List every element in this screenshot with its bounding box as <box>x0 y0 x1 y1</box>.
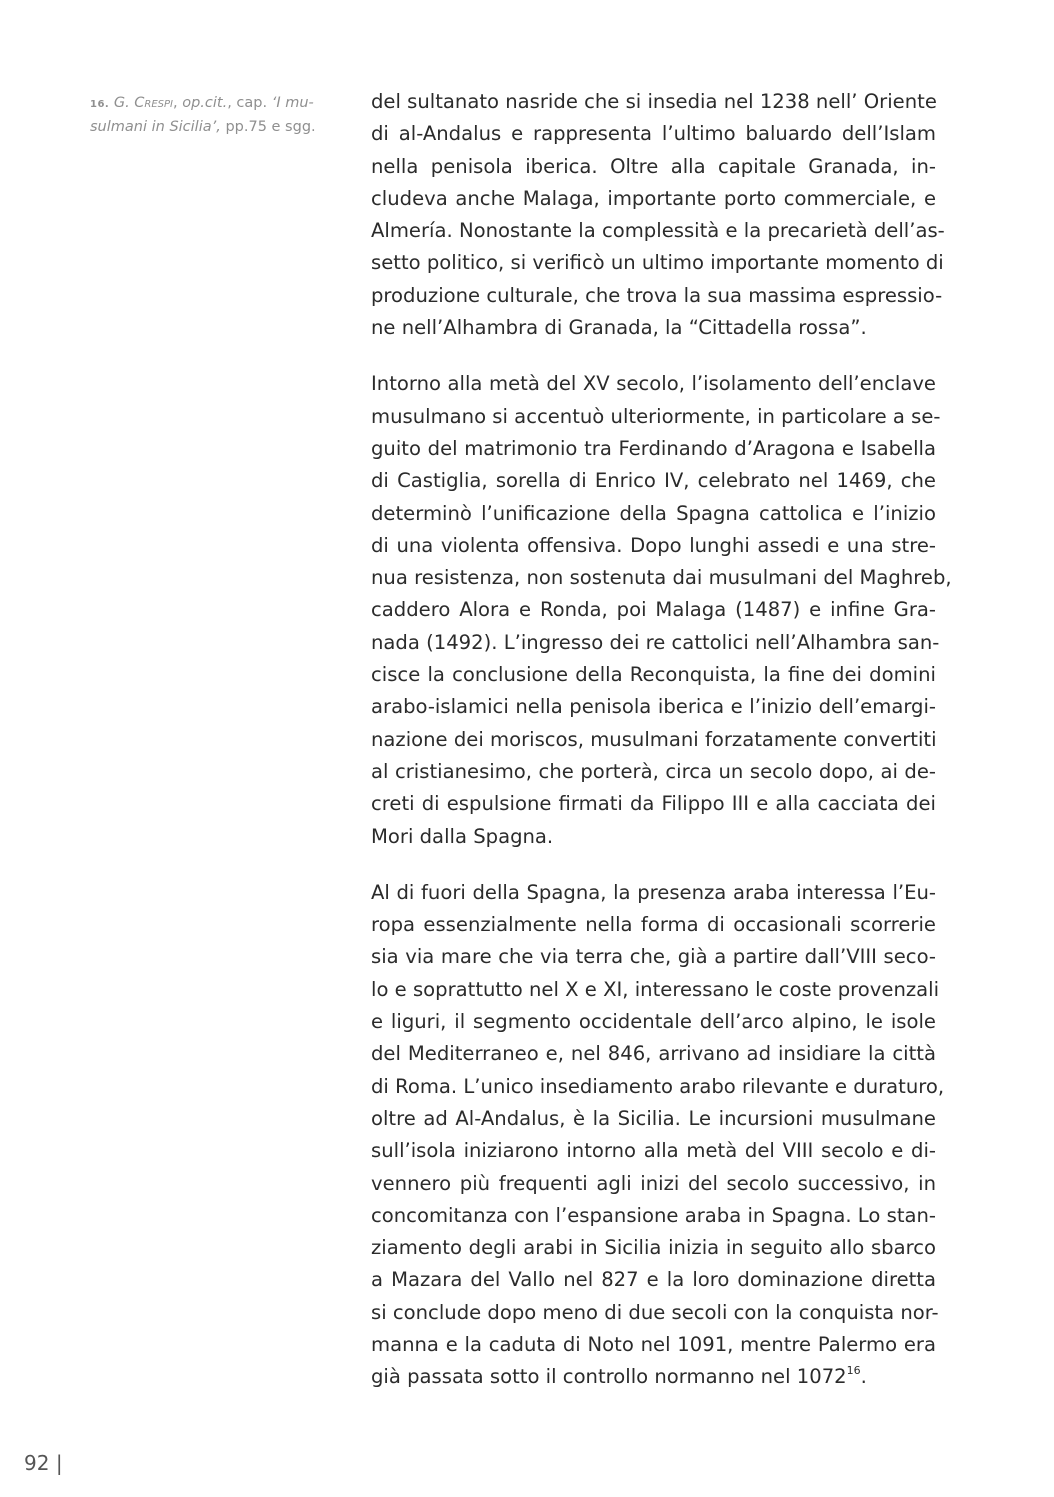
text-line: Mori dalla Spagna. <box>371 824 554 848</box>
footnote-chapter-prefix: , cap. <box>227 95 272 111</box>
text-line: concomitanza con l’espansione araba in Spagna. Lo stan- <box>371 1203 936 1227</box>
text-line: ropa essenzialmente nella forma di occasionali scorrerie <box>371 913 936 937</box>
text-line: si conclude dopo meno di due secoli con la conquista nor- <box>371 1300 939 1324</box>
sidenote <box>90 92 345 138</box>
text-line: setto politico, si verificò un ultimo importante momento di <box>371 251 944 275</box>
page-folio <box>24 1451 63 1475</box>
text-line: cludeva anche Malaga, importante porto commerciale, e <box>371 186 936 210</box>
text-line: determinò l’unificazione della Spagna cattolica e l’inizio <box>371 501 936 525</box>
text-line: di al-Andalus e rappresenta l’ultimo baluardo dell’Islam <box>371 122 936 146</box>
text-line: produzione culturale, che trova la sua massima espressio- <box>371 283 943 307</box>
text-line: cisce la conclusione della Reconquista, la fine dei domini <box>371 663 936 687</box>
text-line: caddero Alora e Ronda, poi Malaga (1487) e infine Gra- <box>371 598 936 622</box>
text-line: nazione dei moriscos, musulmani forzatamente convertiti <box>371 727 937 751</box>
text-line: di una violenta offensiva. Dopo lunghi assedi e una stre- <box>371 533 936 557</box>
text-line: lo e soprattutto nel X e XI, interessano le coste provenzali <box>371 977 940 1001</box>
text-line: oltre ad Al-Andalus, è la Sicilia. Le incursioni musulmane <box>371 1106 936 1130</box>
paragraph-1 <box>371 86 945 344</box>
text-line: a Mazara del Vallo nel 827 e la loro dominazione diretta <box>371 1268 936 1292</box>
text-line: manna e la caduta di Noto nel 1091, mentre Palermo era <box>371 1332 936 1356</box>
footnote-author: G. Crespi <box>113 95 174 111</box>
text-line: ne nell’Alhambra di Granada, la “Cittadella rossa”. <box>371 316 867 340</box>
main-text <box>371 86 952 1418</box>
end-punctuation: . <box>860 1365 867 1389</box>
folio-separator: | <box>55 1451 63 1475</box>
text-line: di Roma. L’unico insediamento arabo rilevante e duraturo, <box>371 1074 945 1098</box>
text-line: nella penisola iberica. Oltre alla capitale Granada, in- <box>371 154 936 178</box>
footnote-work: op.cit. <box>182 95 228 111</box>
text-line: e liguri, il segmento occidentale dell’arco alpino, le isole <box>371 1010 936 1034</box>
footnote-pages: pp.75 e sgg. <box>220 119 316 135</box>
text-line: di Castiglia, sorella di Enrico IV, celebrato nel 1469, che <box>371 469 936 493</box>
text-line: Al di fuori della Spagna, la presenza araba interessa l’Eu- <box>371 880 936 904</box>
text-line: sull’isola iniziarono intorno alla metà del VIII secolo e di- <box>371 1139 936 1163</box>
paragraph-2 <box>371 368 952 852</box>
text-line: ziamento degli arabi in Sicilia inizia in seguito allo sbarco <box>371 1236 936 1260</box>
text-line: creti di espulsione firmati da Filippo III e alla cacciata dei <box>371 792 936 816</box>
text-line: già passata sotto il controllo normanno nel 1072$^{16}$. <box>371 1364 867 1389</box>
page-number: 92 <box>24 1451 50 1475</box>
footnote-chapter-line2: sulmani in Sicilia’, <box>90 119 221 135</box>
text-line: arabo-islamici nella penisola iberica e l’inizio dell’emargi- <box>371 695 936 719</box>
text-line: del Mediterraneo e, nel 846, arrivano ad insidiare la città <box>371 1042 936 1066</box>
text-line: musulmano si accentuò ulteriormente, in particolare a se- <box>371 404 941 428</box>
footnote-reference: 16 <box>846 1364 861 1378</box>
text-line: Intorno alla metà del XV secolo, l’isolamento dell’enclave <box>371 372 936 396</box>
paragraph-3 <box>371 877 945 1394</box>
text-line: Almería. Nonostante la complessità e la precarietà dell’as- <box>371 219 945 243</box>
text-line: vennero più frequenti agli inizi del secolo successivo, in <box>371 1171 936 1195</box>
text-line: del sultanato nasride che si insedia nel 1238 nell’ Oriente <box>371 90 937 113</box>
footnote-comma: , <box>173 95 183 111</box>
text-line: nua resistenza, non sostenuta dai musulmani del Maghreb, <box>371 566 952 590</box>
text-line: sia via mare che via terra che, già a partire dall’VIII seco- <box>371 945 936 969</box>
text-line: nada (1492). L’ingresso dei re cattolici nell’Alhambra san- <box>371 630 940 654</box>
footnote-number: 16. <box>90 99 110 110</box>
text-line: al cristianesimo, che porterà, circa un secolo dopo, ai de- <box>371 759 936 783</box>
footnote-chapter-line1: ‘I mu- <box>271 95 314 111</box>
text-line: guito del matrimonio tra Ferdinando d’Aragona e Isabella <box>371 436 936 460</box>
